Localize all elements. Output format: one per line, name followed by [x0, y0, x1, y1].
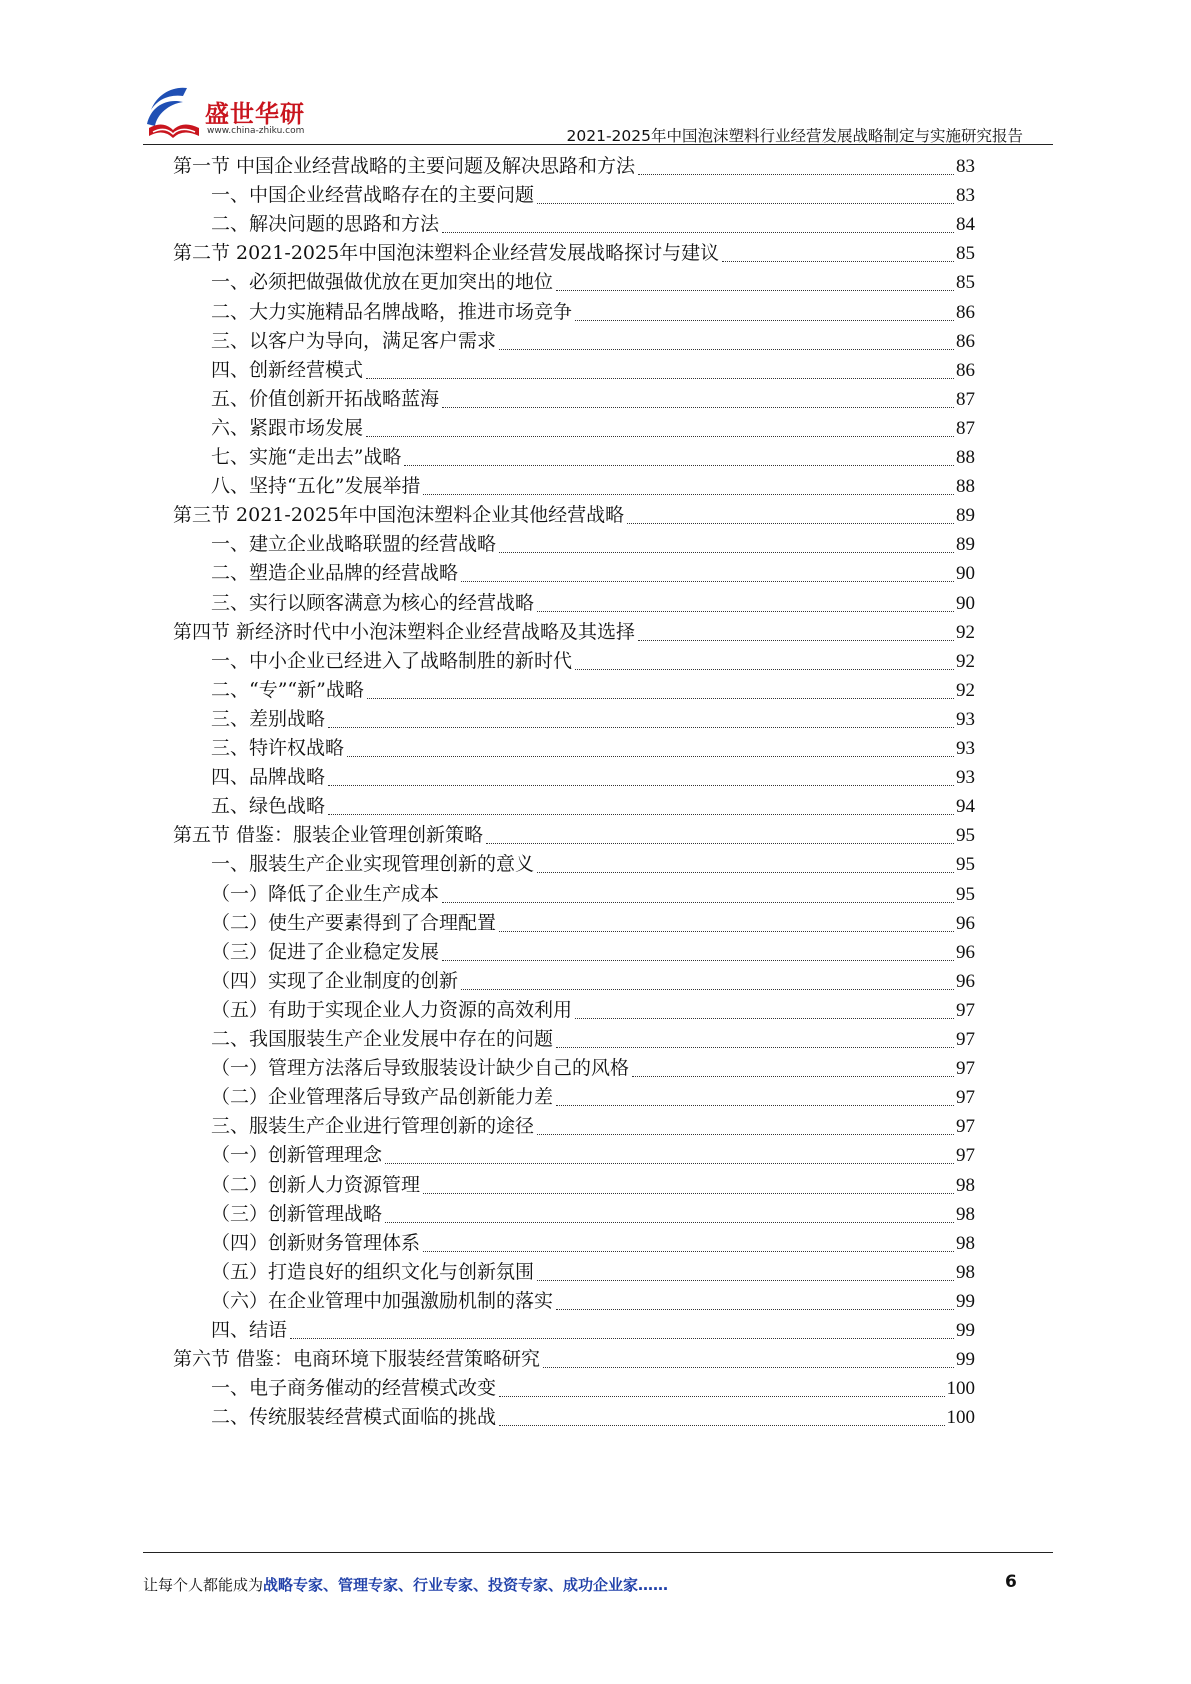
toc-entry[interactable]	[173, 238, 975, 269]
toc-entry-page: 92	[956, 679, 975, 701]
toc-dot-leader	[423, 1193, 954, 1194]
toc-entry-page: 89	[956, 505, 975, 527]
toc-dot-leader	[461, 581, 954, 582]
toc-entry-page: 95	[956, 854, 975, 876]
toc-entry-label: 三、差别战略	[211, 707, 326, 730]
toc-dot-leader	[537, 872, 954, 873]
toc-entry-page: 96	[956, 941, 975, 963]
footer-slogan-highlight: 战略专家、管理专家、行业专家、投资专家、成功企业家……	[263, 1576, 669, 1594]
toc-entry-page: 99	[956, 1320, 975, 1341]
toc-entry-page: 98	[956, 1261, 975, 1283]
toc-dot-leader	[537, 1134, 954, 1135]
toc-entry[interactable]	[173, 617, 975, 648]
toc-entry[interactable]	[211, 588, 975, 619]
toc-dot-leader	[575, 1018, 954, 1019]
toc-entry-label: （二）创新人力资源管理	[211, 1173, 421, 1196]
toc-entry-label: 一、电子商务催动的经营模式改变	[211, 1377, 497, 1400]
toc-entry-page: 96	[956, 912, 975, 934]
toc-entry-page: 96	[956, 970, 975, 992]
toc-dot-leader	[575, 320, 954, 321]
toc-dot-leader	[328, 727, 954, 728]
toc-dot-leader	[499, 1396, 944, 1397]
toc-entry-label: 二、“专”“新”战略	[211, 678, 364, 701]
toc-entry-label: 一、中国企业经营战略存在的主要问题	[211, 184, 535, 207]
toc-entry-page: 99	[956, 1290, 975, 1312]
toc-entry-label: 第二节 2021-2025年中国泡沫塑料企业经营发展战略探讨与建议	[173, 242, 720, 265]
toc-entry[interactable]	[211, 1257, 975, 1288]
toc-entry-label: （四）创新财务管理体系	[211, 1231, 421, 1254]
toc-entry[interactable]	[211, 1111, 975, 1142]
toc-entry-page: 97	[956, 1116, 975, 1138]
toc-entry-label: 五、绿色战略	[211, 795, 326, 818]
toc-entry[interactable]	[211, 558, 975, 589]
toc-entry[interactable]	[211, 1373, 975, 1404]
page-header	[143, 78, 1045, 146]
toc-entry-page: 97	[956, 1145, 975, 1167]
toc-dot-leader	[537, 203, 954, 204]
toc-dot-leader	[537, 1280, 954, 1281]
toc-entry-page: 93	[956, 738, 975, 759]
toc-entry-page: 95	[956, 825, 975, 847]
footer-slogan-prefix: 让每个人都能成为	[143, 1576, 264, 1594]
toc-entry-page: 92	[956, 621, 975, 643]
toc-entry[interactable]	[211, 326, 975, 357]
toc-entry-page: 93	[956, 767, 975, 789]
toc-entry[interactable]	[211, 879, 975, 910]
toc-entry-label: 一、必须把做强做优放在更加突出的地位	[211, 271, 554, 294]
toc-entry-page: 100	[946, 1407, 975, 1429]
toc-entry[interactable]	[211, 1228, 975, 1259]
toc-dot-leader	[423, 494, 954, 495]
toc-entry-page: 98	[956, 1203, 975, 1225]
toc-dot-leader	[442, 407, 954, 408]
toc-entry-page: 97	[956, 1087, 975, 1109]
toc-dot-leader	[347, 756, 954, 757]
toc-entry-label: 第五节 借鉴：服装企业管理创新策略	[173, 824, 484, 847]
toc-entry-page: 85	[956, 272, 975, 294]
toc-entry[interactable]	[211, 267, 975, 298]
toc-dot-leader	[367, 698, 954, 699]
toc-entry-label: 一、建立企业战略联盟的经营战略	[211, 533, 497, 556]
toc-entry[interactable]	[211, 1140, 975, 1171]
toc-entry-label: 二、传统服装经营模式面临的挑战	[211, 1406, 497, 1429]
toc-entry-label: （一）降低了企业生产成本	[211, 882, 440, 905]
toc-dot-leader	[556, 1309, 954, 1310]
toc-entry-label: 一、服装生产企业实现管理创新的意义	[211, 853, 535, 876]
toc-dot-leader	[486, 843, 954, 844]
toc-entry[interactable]	[211, 908, 975, 939]
toc-entry-label: 八、坚持“五化”发展举措	[211, 475, 421, 498]
toc-entry-page: 92	[956, 650, 975, 672]
toc-dot-leader	[385, 1222, 954, 1223]
toc-dot-leader	[442, 232, 954, 233]
toc-entry-page: 83	[956, 185, 975, 207]
toc-entry-page: 97	[956, 1029, 975, 1050]
toc-entry[interactable]	[211, 849, 975, 880]
toc-entry[interactable]	[211, 995, 975, 1026]
toc-entry-label: 五、价值创新开拓战略蓝海	[211, 387, 440, 410]
toc-dot-leader	[328, 785, 954, 786]
toc-entry-page: 97	[956, 1058, 975, 1080]
toc-entry[interactable]	[211, 646, 975, 677]
toc-entry-label: （二）使生产要素得到了合理配置	[211, 911, 497, 934]
toc-entry[interactable]	[211, 384, 975, 415]
footer-slogan	[143, 1574, 668, 1595]
toc-entry-page: 99	[956, 1349, 975, 1371]
toc-entry[interactable]	[211, 209, 975, 240]
toc-entry-page: 84	[956, 214, 975, 236]
toc-entry[interactable]	[211, 1024, 975, 1055]
header-divider	[143, 144, 1053, 145]
toc-entry[interactable]	[211, 297, 975, 328]
toc-entry-label: 第六节 借鉴：电商环境下服装经营策略研究	[173, 1348, 541, 1371]
toc-entry-label: （五）有助于实现企业人力资源的高效利用	[211, 998, 573, 1021]
report-title: 2021-2025年中国泡沫塑料行业经营发展战略制定与实施研究报告	[566, 127, 1023, 145]
toc-entry-label: （一）创新管理理念	[211, 1144, 383, 1167]
toc-entry-page: 86	[956, 359, 975, 381]
toc-entry-label: 四、创新经营模式	[211, 358, 364, 381]
toc-entry-page: 85	[956, 243, 975, 265]
toc-entry-page: 90	[956, 592, 975, 614]
toc-dot-leader	[632, 1076, 954, 1077]
toc-entry[interactable]	[211, 180, 975, 211]
toc-entry-page: 90	[956, 563, 975, 585]
toc-entry[interactable]	[173, 151, 975, 182]
logo-name: 盛世华研	[205, 100, 305, 128]
toc-dot-leader	[638, 640, 954, 641]
toc-entry-label: 第一节 中国企业经营战略的主要问题及解决思路和方法	[173, 155, 636, 177]
toc-entry-page: 97	[956, 999, 975, 1021]
toc-entry-label: 七、实施“走出去”战略	[211, 446, 402, 468]
toc-dot-leader	[556, 1105, 954, 1106]
toc-entry-label: 二、大力实施精品名牌战略，推进市场竞争	[211, 300, 573, 323]
toc-entry[interactable]	[211, 1170, 975, 1201]
toc-entry-label: （二）企业管理落后导致产品创新能力差	[211, 1086, 554, 1109]
toc-entry-label: 六、紧跟市场发展	[211, 416, 364, 439]
toc-entry[interactable]	[211, 1053, 975, 1084]
toc-entry[interactable]	[211, 966, 975, 997]
toc-entry-label: 二、解决问题的思路和方法	[211, 213, 440, 236]
toc-entry-label: （三）创新管理战略	[211, 1202, 383, 1225]
toc-dot-leader	[366, 378, 954, 379]
toc-entry-label: （五）打造良好的组织文化与创新氛围	[211, 1260, 535, 1283]
toc-dot-leader	[461, 989, 954, 990]
toc-entry-page: 87	[956, 417, 975, 439]
toc-entry[interactable]	[173, 1344, 975, 1375]
toc-entry-page: 93	[956, 708, 975, 730]
toc-entry-label: 一、中小企业已经进入了战略制胜的新时代	[211, 649, 573, 672]
toc-dot-leader	[499, 1425, 944, 1426]
toc-entry-label: 三、特许权战略	[211, 737, 345, 759]
toc-entry-label: （一）管理方法落后导致服装设计缺少自己的风格	[211, 1057, 630, 1080]
toc-entry-label: 四、结语	[211, 1319, 288, 1341]
toc-dot-leader	[499, 349, 954, 350]
toc-entry[interactable]	[211, 1082, 975, 1113]
toc-entry-page: 89	[956, 534, 975, 556]
toc-entry[interactable]	[211, 762, 975, 793]
toc-dot-leader	[543, 1367, 954, 1368]
toc-entry-label: 二、我国服装生产企业发展中存在的问题	[211, 1028, 554, 1050]
toc-entry-page: 95	[956, 883, 975, 905]
toc-entry-page: 86	[956, 330, 975, 352]
toc-entry-page: 87	[956, 388, 975, 410]
toc-dot-leader	[575, 669, 954, 670]
toc-dot-leader	[290, 1338, 954, 1339]
toc-entry-label: （三）促进了企业稳定发展	[211, 940, 440, 963]
logo-url: www.china-zhiku.com	[207, 126, 305, 136]
toc-entry[interactable]	[211, 675, 975, 706]
toc-entry[interactable]	[211, 733, 975, 764]
toc-entry-label: 第三节 2021-2025年中国泡沫塑料企业其他经营战略	[173, 504, 625, 527]
toc-entry-page: 98	[956, 1232, 975, 1254]
toc-entry-page: 98	[956, 1174, 975, 1196]
toc-entry[interactable]	[211, 937, 975, 968]
toc-entry[interactable]	[211, 413, 975, 444]
toc-entry-page: 88	[956, 447, 975, 468]
toc-entry-page: 88	[956, 476, 975, 498]
toc-dot-leader	[638, 174, 954, 175]
toc-entry-page: 83	[956, 156, 975, 177]
toc-entry[interactable]	[211, 1315, 975, 1346]
toc-dot-leader	[556, 290, 954, 291]
toc-dot-leader	[328, 814, 954, 815]
page-number: 6	[1005, 1572, 1017, 1592]
toc-dot-leader	[366, 436, 954, 437]
toc-dot-leader	[423, 1251, 954, 1252]
toc-dot-leader	[442, 902, 954, 903]
toc-entry[interactable]	[211, 1199, 975, 1230]
toc-entry[interactable]	[211, 529, 975, 560]
toc-entry[interactable]	[211, 704, 975, 735]
toc-entry-label: 第四节 新经济时代中小泡沫塑料企业经营战略及其选择	[173, 620, 636, 643]
toc-dot-leader	[722, 261, 954, 262]
toc-dot-leader	[404, 465, 954, 466]
toc-entry[interactable]	[173, 820, 975, 851]
toc-entry[interactable]	[211, 1402, 975, 1433]
toc-entry-label: （六）在企业管理中加强激励机制的落实	[211, 1289, 554, 1312]
toc-entry[interactable]	[211, 355, 975, 386]
toc-entry[interactable]	[211, 471, 975, 502]
toc-entry-label: 四、品牌战略	[211, 766, 326, 789]
toc-entry-label: 三、以客户为导向，满足客户需求	[211, 329, 497, 352]
toc-entry[interactable]	[211, 442, 975, 473]
logo-emblem-icon	[143, 84, 213, 144]
toc-dot-leader	[499, 552, 954, 553]
toc-entry[interactable]	[211, 791, 975, 822]
toc-entry[interactable]	[173, 500, 975, 531]
toc-dot-leader	[499, 931, 954, 932]
toc-dot-leader	[537, 611, 954, 612]
toc-entry-label: 二、塑造企业品牌的经营战略	[211, 562, 459, 585]
toc-entry-page: 94	[956, 796, 975, 818]
footer-divider	[143, 1552, 1053, 1553]
toc-entry-page: 100	[946, 1378, 975, 1400]
toc-dot-leader	[385, 1163, 954, 1164]
toc-dot-leader	[627, 523, 954, 524]
toc-dot-leader	[442, 960, 954, 961]
toc-entry-label: 三、服装生产企业进行管理创新的途径	[211, 1115, 535, 1138]
company-logo	[143, 84, 313, 144]
toc-entry[interactable]	[211, 1286, 975, 1317]
toc-entry-label: （四）实现了企业制度的创新	[211, 969, 459, 992]
toc-entry-label: 三、实行以顾客满意为核心的经营战略	[211, 591, 535, 614]
toc-entry-page: 86	[956, 301, 975, 323]
toc-dot-leader	[556, 1047, 954, 1048]
